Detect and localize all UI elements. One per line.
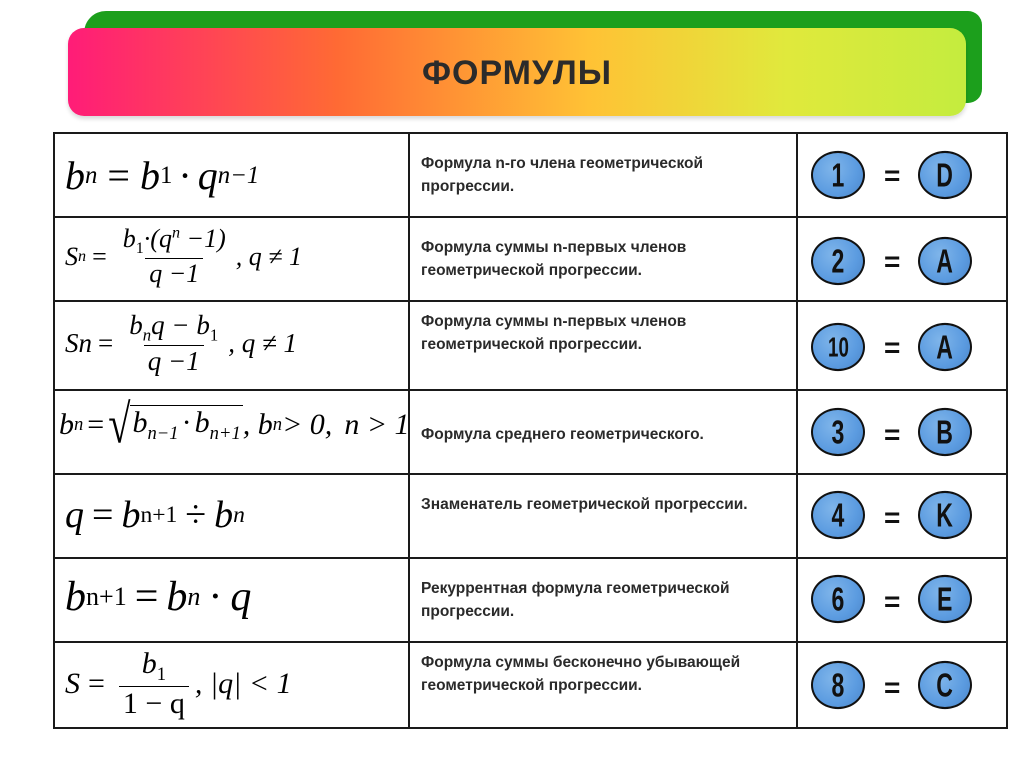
title-banner	[68, 28, 966, 116]
description-text: Формула суммы n-первых членов геометрической прогрессии.	[421, 239, 687, 279]
number-badge: 1	[811, 151, 865, 199]
letter-badge: C	[918, 661, 972, 709]
letter-badge: E	[918, 575, 972, 623]
description-cell	[409, 217, 797, 301]
letter-badge: K	[918, 491, 972, 539]
formula-cell	[54, 217, 409, 301]
table-row	[54, 390, 1007, 474]
formula-cell	[54, 301, 409, 390]
description-cell	[409, 133, 797, 217]
number-badge: 4	[811, 491, 865, 539]
answer-cell	[797, 301, 1007, 390]
formula: b n = b 1 · q n−1	[65, 153, 260, 198]
formula: S n = $\frac{b_1\cdot(q^n -1)}{q -1}$ , q ≠ 1	[65, 224, 303, 289]
table-row	[54, 217, 1007, 301]
table-row	[54, 642, 1007, 728]
equals-sign: =	[884, 672, 901, 703]
table-row	[54, 301, 1007, 390]
description-cell	[409, 558, 797, 642]
number-badge: 6	[811, 575, 865, 623]
description-cell	[409, 301, 797, 390]
formula-cell	[54, 558, 409, 642]
equals-sign: =	[884, 160, 901, 191]
equals-sign: =	[884, 332, 901, 363]
letter-badge: D	[918, 151, 972, 199]
formula-cell	[54, 474, 409, 558]
description-text: Рекуррентная формула геометрической прогрессии.	[421, 580, 730, 620]
equals-sign: =	[884, 246, 901, 277]
description-cell	[409, 474, 797, 558]
number-badge: 3	[811, 408, 865, 456]
description-text: Формула среднего геометрического.	[421, 426, 704, 443]
formula-cell	[54, 133, 409, 217]
description-text: Знаменатель геометрической прогрессии.	[421, 496, 748, 513]
number-badge: 8	[811, 661, 865, 709]
number-badge: 2	[811, 237, 865, 285]
equals-sign: =	[884, 502, 901, 533]
formula: S = $\frac{b_1}{1 - q}$ , |q| < 1	[65, 647, 292, 720]
formula: b n = √ $b_{n-1} \cdot b_{n+1}$ , b n > 0, n > 1	[59, 393, 410, 455]
letter-badge: A	[918, 237, 972, 285]
description-cell	[409, 390, 797, 474]
formulas-table	[53, 132, 1008, 729]
table-row	[54, 133, 1007, 217]
formula: b n+1 = b n · q	[65, 574, 252, 620]
table-row	[54, 474, 1007, 558]
answer-cell	[797, 642, 1007, 728]
description-text: Формула суммы n-первых членов геометрической прогрессии.	[421, 313, 687, 353]
description-cell	[409, 642, 797, 728]
answer-cell	[797, 390, 1007, 474]
formula-cell	[54, 642, 409, 728]
answer-cell	[797, 133, 1007, 217]
description-text: Формула суммы бесконечно убывающей геометрической прогрессии.	[421, 654, 741, 694]
table-row	[54, 558, 1007, 642]
formula: Sn = $\frac{b_nq - b_1}{q -1}$ , q ≠ 1	[65, 310, 298, 377]
answer-cell	[797, 474, 1007, 558]
formula-cell	[54, 390, 409, 474]
description-text: Формула n-го члена геометрической прогрессии.	[421, 155, 704, 195]
answer-cell	[797, 558, 1007, 642]
equals-sign: =	[884, 586, 901, 617]
letter-badge: A	[918, 323, 972, 371]
equals-sign: =	[884, 419, 901, 450]
formula: q = b n+1 ÷ b n	[65, 494, 245, 536]
answer-cell	[797, 217, 1007, 301]
letter-badge: B	[918, 408, 972, 456]
page-title: ФОРМУЛЫ	[421, 54, 612, 92]
number-badge: 10	[811, 323, 865, 371]
